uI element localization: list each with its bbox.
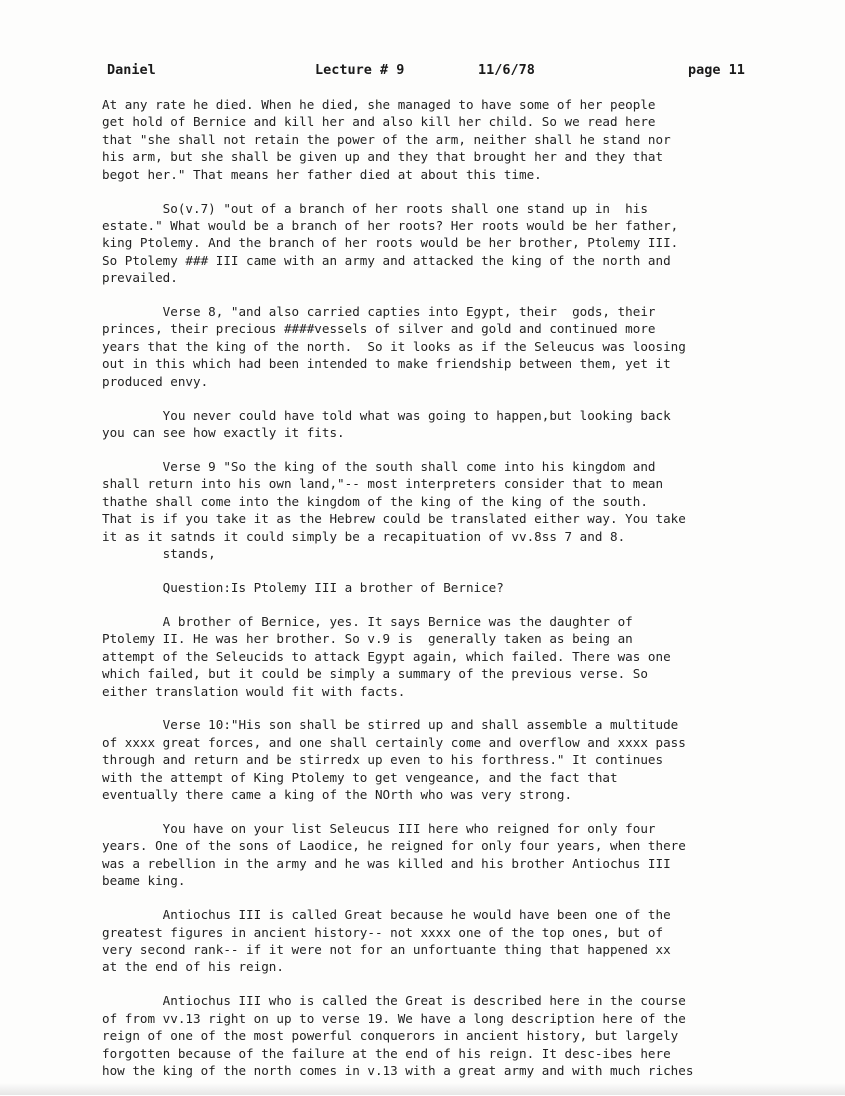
text-line: stands, — [102, 545, 216, 561]
text-line: was a rebellion in the army and he was killed and his brother Antiochus III — [102, 855, 671, 871]
text-line: Antiochus III who is called the Great is described here in the course — [102, 993, 686, 1009]
paragraph — [102, 458, 782, 562]
text-line: that "she shall not retain the power of the arm, neither shall he stand nor — [102, 131, 671, 147]
text-line: which failed, but it could be simply a summary of the previous verse. So — [102, 666, 648, 682]
text-line: at the end of his reign. — [102, 959, 284, 975]
text-line: his arm, but she shall be given up and they that brought her and they that — [102, 149, 664, 165]
text-line: either translation would fit with facts. — [102, 683, 406, 699]
text-line: it as it satnds it could simply be a recapituation of vv.8ss 7 and 8. — [102, 528, 626, 544]
text-line: through and return and be stirredx up even to his forthress." It continues — [102, 752, 664, 768]
text-line: greatest figures in ancient history-- not xxxx one of the top ones, but of — [102, 924, 664, 940]
text-line: of xxxx great forces, and one shall certainly come and overflow and xxxx pass — [102, 734, 686, 750]
text-line: king Ptolemy. And the branch of her roots would be her brother, Ptolemy III. — [102, 235, 679, 251]
text-line: beame king. — [102, 873, 186, 889]
lecture-body — [102, 96, 782, 1096]
paragraph — [102, 200, 782, 287]
text-line: how the king of the north comes in v.13 with a great army and with much riches — [102, 1062, 694, 1078]
text-line: years. One of the sons of Laodice, he reigned for only four years, when there — [102, 838, 686, 854]
paragraph — [102, 992, 782, 1079]
paragraph — [102, 407, 782, 442]
text-line: begot her." That means her father died at about this time. — [102, 166, 542, 182]
text-line: estate." What would be a branch of her roots? Her roots would be her father, — [102, 217, 679, 233]
text-line: very second rank-- if it were not for an unfortuante thing that happened xx — [102, 941, 671, 957]
paragraph — [102, 906, 782, 976]
text-line: forgotten because of the failure at the end of his reign. It desc-ibes here — [102, 1045, 671, 1061]
text-line: produced envy. — [102, 373, 209, 389]
text-line: attempt of the Seleucids to attack Egypt again, which failed. There was one — [102, 648, 671, 664]
text-line: eventually there came a king of the NOrth who was very strong. — [102, 787, 573, 803]
text-line: shall return into his own land,"-- most interpreters consider that to mean — [102, 476, 664, 492]
text-line: Verse 8, "and also carried capties into Egypt, their gods, their — [102, 304, 656, 320]
text-line: princes, their precious ####vessels of silver and gold and continued more — [102, 321, 656, 337]
text-line: prevailed. — [102, 270, 178, 286]
page-header — [0, 62, 845, 82]
text-line: You have on your list Seleucus III here who reigned for only four — [102, 821, 656, 837]
header-lecture: Lecture # 9 — [315, 62, 405, 78]
text-line: with the attempt of King Ptolemy to get vengeance, and the fact that — [102, 769, 618, 785]
paragraph — [102, 613, 782, 700]
paragraph — [102, 579, 782, 596]
text-line: A brother of Bernice, yes. It says Bernice was the daughter of — [102, 613, 633, 629]
text-line: reign of one of the most powerful conquerors in ancient history, but largely — [102, 1028, 679, 1044]
header-date: 11/6/78 — [478, 62, 535, 78]
paragraph — [102, 820, 782, 890]
text-line: years that the king of the north. So it looks as if the Seleucus was loosing — [102, 338, 686, 354]
text-line: thathe shall come into the kingdom of the king of the king of the south. — [102, 493, 648, 509]
text-line: Verse 9 "So the king of the south shall come into his kingdom and — [102, 459, 656, 475]
text-line: get hold of Bernice and kill her and also kill her child. So we read here — [102, 114, 656, 130]
text-line: of from vv.13 right on up to verse 19. We have a long description here of the — [102, 1010, 686, 1026]
text-line: out in this which had been intended to make friendship between them, yet it — [102, 356, 671, 372]
paragraph — [102, 303, 782, 390]
text-line: That is if you take it as the Hebrew could be translated either way. You take — [102, 511, 686, 527]
paragraph — [102, 716, 782, 803]
text-line: Antiochus III is called Great because he would have been one of the — [102, 907, 671, 923]
header-book: Daniel — [107, 62, 156, 78]
header-page-number: page 11 — [688, 62, 745, 78]
text-line: you can see how exactly it fits. — [102, 425, 345, 441]
text-line: So(v.7) "out of a branch of her roots shall one stand up in his — [102, 200, 648, 216]
text-line: Question:Is Ptolemy III a brother of Bernice? — [102, 579, 504, 595]
paragraph — [102, 96, 782, 183]
text-line: Verse 10:"His son shall be stirred up and shall assemble a multitude — [102, 717, 679, 733]
text-line: So Ptolemy ### III came with an army and attacked the king of the north and — [102, 252, 671, 268]
text-line: Ptolemy II. He was her brother. So v.9 is generally taken as being an — [102, 631, 633, 647]
text-line: You never could have told what was going to happen,but looking back — [102, 407, 671, 423]
text-line: At any rate he died. When he died, she managed to have some of her people — [102, 97, 656, 112]
scan-edge-shadow — [0, 1083, 845, 1095]
